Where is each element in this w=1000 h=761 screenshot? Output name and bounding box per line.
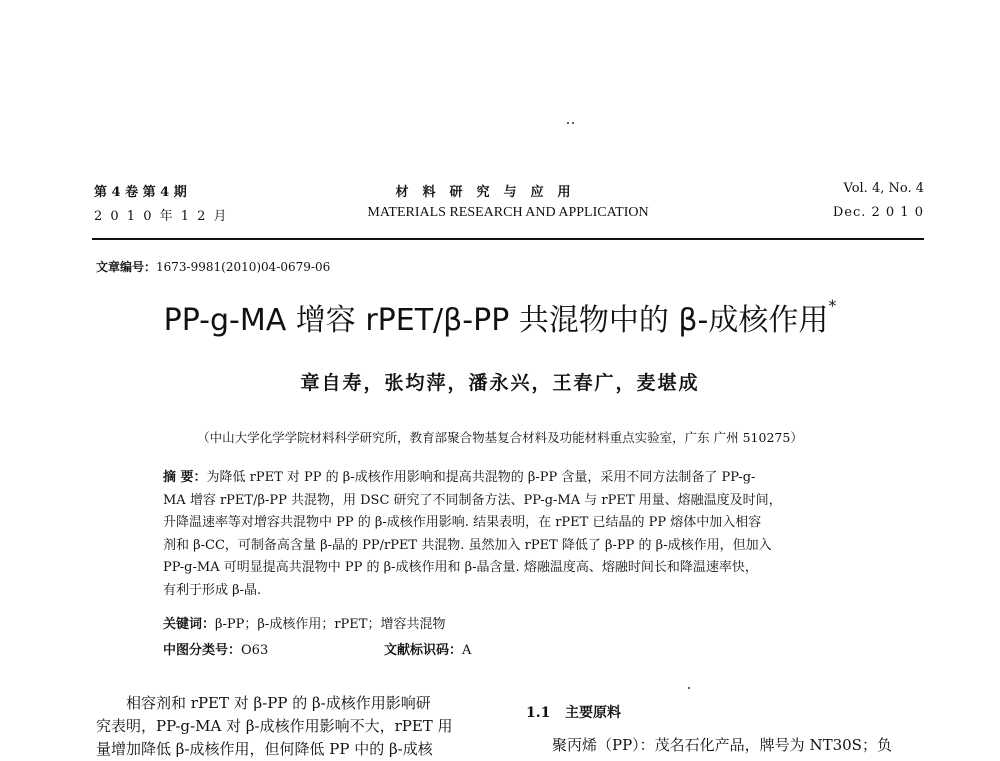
paper-title	[0, 295, 1000, 339]
body-column-left	[96, 692, 500, 761]
doc-code-label: 文献标识码：	[384, 643, 463, 658]
section-title: 主要原料	[564, 705, 621, 721]
header-rule	[92, 238, 924, 240]
body-line: 量增加降低 β-成核作用，但何降低 PP 中的 β-成核	[96, 740, 433, 758]
keywords-label: 关键词：	[163, 617, 216, 632]
section-number: 1.1	[526, 705, 551, 721]
speck	[572, 122, 574, 124]
clc-value: O63	[241, 643, 269, 658]
title-footnote-mark: *	[828, 296, 837, 315]
paper-title-text: PP-g-MA 增容 rPET/β-PP 共混物中的 β-成核作用	[163, 303, 829, 338]
article-number	[96, 258, 330, 275]
date-en: Dec. 2 0 1 0	[832, 205, 924, 220]
article-number-label: 文章编号：	[96, 260, 157, 274]
affiliation: （中山大学化学学院材料科学研究所，教育部聚合物基复合材料及功能材料重点实验室，广东 广州 510275）	[197, 430, 803, 445]
article-number-value: 1673-9981(2010)04-0679-06	[156, 260, 331, 274]
volume-en: Vol. 4, No. 4	[843, 181, 924, 196]
doc-code-value: A	[462, 643, 472, 658]
speck	[567, 122, 569, 124]
volume-issue: 第 4 卷 第 4 期	[94, 185, 187, 200]
abstract-line: PP-g-MA 可明显提高共混物中 PP 的 β-成核作用和 β-晶含量. 熔融温度高、熔融时间长和降温速率快，	[163, 560, 758, 575]
journal-title-cn: 材料研究与应用	[395, 185, 585, 200]
journal-title-en: MATERIALS RESEARCH AND APPLICATION	[367, 205, 649, 220]
abstract-line: 摘 要：为降低 rPET 对 PP 的 β-成核作用影响和提高共混物的 β-PP 含量，采用不同方法制备了 PP-g-	[163, 470, 756, 485]
document-code	[384, 639, 471, 658]
abstract-line: 剂和 β-CC，可制备高含量 β-晶的 PP/rPET 共混物. 虽然加入 rPET 降低了 β-PP 的 β-成核作用，但加入	[163, 537, 772, 553]
section-heading	[526, 702, 621, 722]
abstract-line: 升降温速率等对增容共混物中 PP 的 β-成核作用影响. 结果表明，在 rPET 已结晶的 PP 熔体中加入相容	[163, 515, 762, 530]
body-line: 相容剂和 rPET 对 β-PP 的 β-成核作用影响研	[126, 694, 431, 712]
abstract-label: 摘 要：	[163, 470, 207, 485]
abstract-line: 有利于形成 β-晶.	[163, 582, 262, 598]
body-line: 究表明，PP-g-MA 对 β-成核作用影响不大，rPET 用	[96, 717, 453, 735]
classification-number	[163, 639, 268, 658]
speck	[688, 687, 690, 689]
author-list: 章自寿，张均萍，潘永兴，王春广，麦堪成	[300, 372, 700, 394]
clc-label: 中图分类号：	[163, 643, 242, 658]
body-column-right: 聚丙烯（PP）：茂名石化产品，牌号为 NT30S；负	[552, 736, 892, 754]
date-cn: 2 0 1 0 年 1 2 月	[94, 209, 229, 224]
abstract	[163, 467, 863, 602]
keywords-value: β-PP；β-成核作用；rPET；增容共混物	[215, 617, 446, 632]
abstract-line: MA 增容 rPET/β-PP 共混物，用 DSC 研究了不同制备方法、PP-g-MA 与 rPET 用量、熔融温度及时间，	[163, 492, 782, 508]
keywords	[163, 613, 445, 632]
